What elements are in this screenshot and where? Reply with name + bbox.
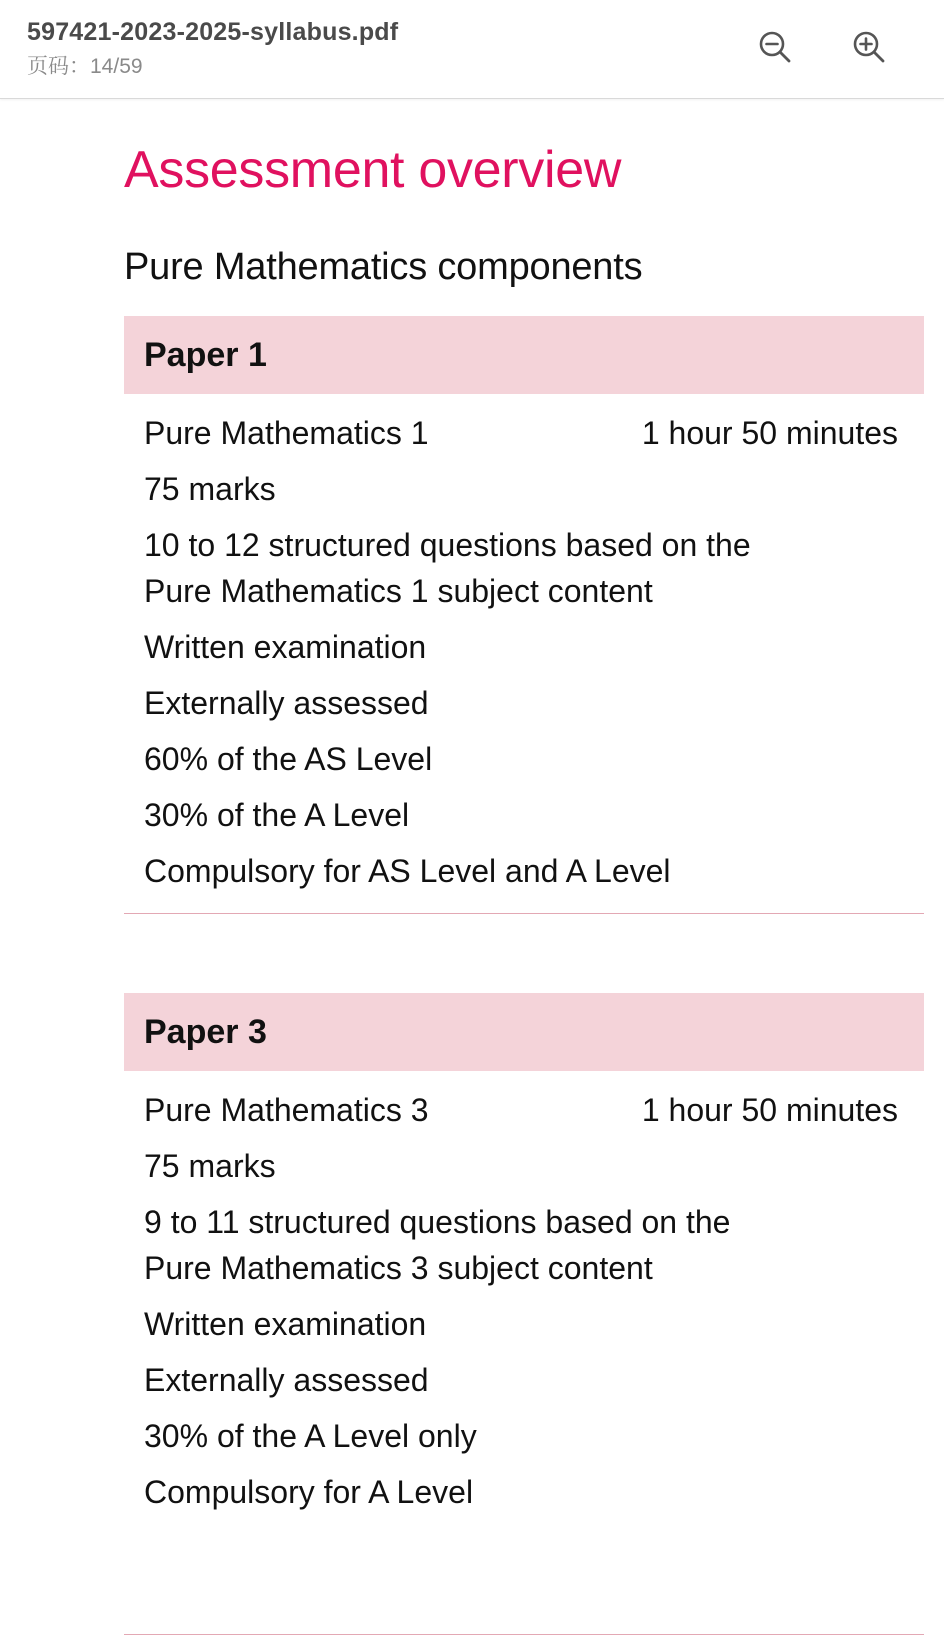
paper-1-component: Pure Mathematics 1	[144, 415, 429, 451]
paper-1-questions-line-2: Pure Mathematics 1 subject content	[144, 573, 653, 609]
paper-3-body	[124, 1087, 924, 1515]
paper-3-component: Pure Mathematics 3	[144, 1092, 429, 1128]
zoom-in-icon	[851, 29, 887, 65]
paper-3-detail: 30% of the A Level only	[144, 1418, 477, 1454]
paper-1-detail: 60% of the AS Level	[144, 741, 433, 777]
zoom-out-button[interactable]	[752, 24, 798, 70]
paper-1-detail: Compulsory for AS Level and A Level	[144, 853, 671, 889]
paper-3-detail: Externally assessed	[144, 1362, 429, 1398]
zoom-out-icon	[757, 29, 793, 65]
paper-3-component-row	[144, 1087, 898, 1133]
paper-1-header: Paper 1	[124, 316, 924, 394]
paper-3-questions-line-1: 9 to 11 structured questions based on the	[144, 1204, 731, 1240]
file-name: 597421-2023-2025-syllabus.pdf	[27, 18, 399, 46]
paper-1-duration: 1 hour 50 minutes	[641, 415, 898, 451]
section-title: Pure Mathematics components	[124, 246, 643, 288]
viewer-toolbar	[0, 0, 944, 99]
paper-3-detail: Written examination	[144, 1306, 427, 1342]
paper-1-detail: 30% of the A Level	[144, 797, 410, 833]
paper-1-questions-line-1: 10 to 12 structured questions based on the	[144, 527, 751, 563]
paper-3-questions-line-2: Pure Mathematics 3 subject content	[144, 1250, 653, 1286]
page-indicator: 页码：14/59	[27, 55, 143, 78]
paper-1-detail: Written examination	[144, 629, 427, 665]
paper-3-table	[124, 993, 924, 1515]
paper-1-table	[124, 316, 924, 894]
page-title: Assessment overview	[124, 141, 622, 199]
paper-3-marks: 75 marks	[144, 1148, 276, 1184]
paper-1-body	[124, 410, 924, 894]
paper-1-component-row	[144, 410, 898, 456]
paper-3-header: Paper 3	[124, 993, 924, 1071]
zoom-in-button[interactable]	[846, 24, 892, 70]
paper-3-detail: Compulsory for A Level	[144, 1474, 474, 1510]
paper-1-marks: 75 marks	[144, 471, 276, 507]
paper-3-duration: 1 hour 50 minutes	[641, 1092, 898, 1128]
paper-1-detail: Externally assessed	[144, 685, 429, 721]
paper-1-divider	[124, 913, 924, 914]
